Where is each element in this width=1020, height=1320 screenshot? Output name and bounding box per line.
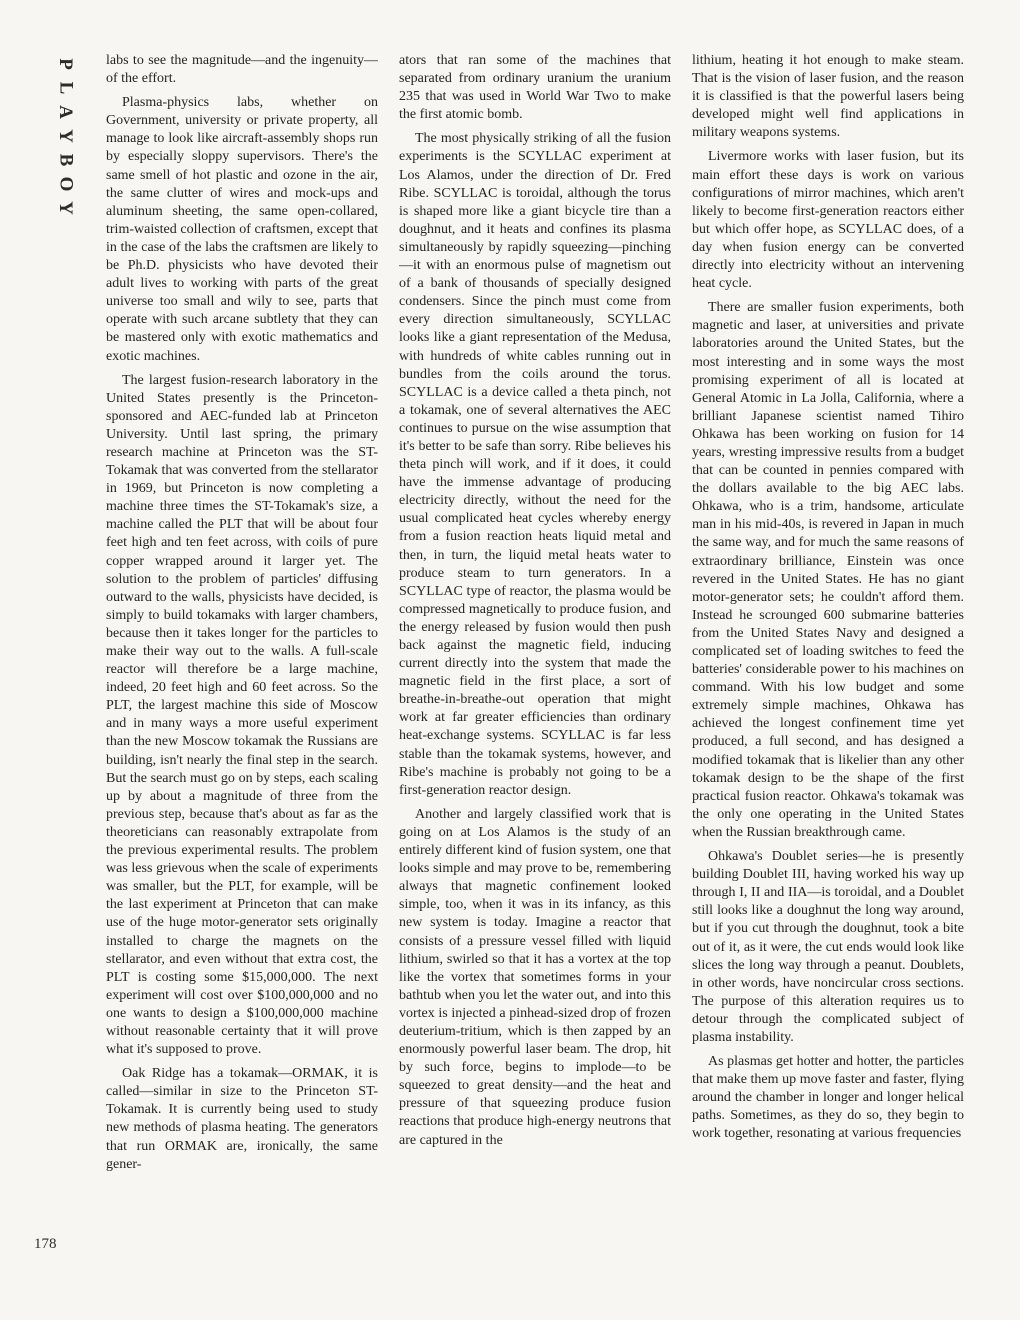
paragraph: Oak Ridge has a tokamak—ORMAK, it is called—similar in size to the Princeton ST-Tokamak. It is currently being used to study new methods of plasma heating. The generators that run ORMAK are, ironically, the same gener- xyxy=(106,1066,378,1172)
paragraph: The most physically striking of all the fusion experiments is the SCYLLAC experiment at Los Alamos, under the direction of Dr. Fred Ribe. SCYLLAC is toroidal, although the torus is shaped more like a giant bicycle tire than a doughnut, and it heats and confines its plasma simultaneously by rapidly squeezing—pinching—it with an enormous pulse of magnetism out of a bank of thousands of specially designed condensers. Since the pinch must come from every direction simultaneously, SCYLLAC looks like a giant representation of the Medusa, with hundreds of white cables running out in bundles from the coils around the torus. SCYLLAC is a device called a theta pinch, not a tokamak, one of several alternatives the AEC continues to pursue on the wise assumption that it's better to be safe than sorry. Ribe believes his theta pinch will work, and if it does, it could have the immense advantage of producing electricity directly, without the need for the usual complicated heat cycles whereby energy from a fusion reaction heats liquid metal and then, in turn, the liquid metal heats water to produce steam to turn generators. In a SCYLLAC type of reactor, the plasma would be compressed magnetically to produce fusion, and the energy released by fusion would then push back against the magnetic field, inducing current directly into the system that made the magnetic field in the first place, a sort of breathe-in-breathe-out operation that might work at far greater efficiencies than ordinary heat-exchange systems. SCYLLAC is far less stable than the tokamak systems, however, and Ribe's machine is probably not going to be a first-generation reactor design. xyxy=(399,131,671,798)
paragraph: Plasma-physics labs, whether on Government, university or private property, all manage to look like aircraft-assembly shops run by especially sloppy supervisors. There's the same smell of hot plastic and ozone in the air, the same clutter of wires and mock-ups and aluminum sheeting, the same open-collared, trim-waisted collection of craftsmen, except that in the case of the labs the craftsmen are likely to be Ph.D. physicists who have devoted their adult lives to working with parts of the great universe too small and wily to see, parts that operate with such arcane subtlety that they can be mastered only with exotic mathematics and exotic machines. xyxy=(106,95,378,364)
running-head-letter: A xyxy=(54,105,76,119)
running-head xyxy=(52,52,78,220)
paragraph: Ohkawa's Doublet series—he is presently building Doublet III, having worked his way up through I, II and IIA—is toroidal, and a Doublet still looks like a doughnut the long way around, but if you cut through the doughnut, took a bite out of it, as it were, the cut ends would look like slices the long way through a peanut. Doublets, in other words, have noncircular cross sections. The purpose of this alteration requires us to detour through the complicated subject of plasma instability. xyxy=(692,849,964,1045)
running-head-letter: P xyxy=(54,58,76,70)
paragraph: As plasmas get hotter and hotter, the particles that make them up move faster and faster, flying around the chamber in longer and longer helical paths. Sometimes, as they do so, they begin to work together, resonating at various frequencies xyxy=(692,1054,964,1142)
running-head-letter: Y xyxy=(54,201,76,215)
paragraph: There are smaller fusion experiments, both magnetic and laser, at universities and private laboratories around the United States, but the most interesting and in some ways the most promising experiment of all is located at General Atomic in La Jolla, California, where a brilliant Japanese scientist named Tihiro Ohkawa has been working on fusion for 14 years, wresting impressive results from a budget that can be counted in pennies compared with the dollars available to the big AEC labs. Ohkawa, who is a trim, handsome, articulate man in his mid-40s, is revered in Japan in much the same way, and for much the same reasons of extraordinary brilliance, Einstein was once revered in the United States. He has no giant motor-generator sets; he couldn't afford them. Instead he scrounged 600 submarine batteries from the United States Navy and designed a complicated set of loading switches to feed the batteries' considerable power to his machines on command. With his low budget and some extremely simple machines, Ohkawa has achieved the longest confinement time yet produced, a full second, and has designed a modified tokamak that is likelier than any other tokamak design to be the shape of the first practical fusion reactor. Ohkawa's tokamak was the only one operating in the United States when the Russian breakthrough came. xyxy=(692,300,964,840)
paragraph: Livermore works with laser fusion, but its main effort these days is work on various configurations of mirror machines, which aren't likely to become first-generation reactors either but which offer hope, as SCYLLAC does, of a day when fusion energy can be converted directly into electricity without an intervening heat cycle. xyxy=(692,149,964,292)
running-head-letter: Y xyxy=(54,129,76,143)
paragraph: ators that ran some of the machines that separated from ordinary uranium the uranium 235 that was used in World War Two to make the first atomic bomb. xyxy=(399,53,671,123)
paragraph: The largest fusion-research laboratory in the United States presently is the Princeton-sponsored and AEC-funded lab at Princeton University. Until last spring, the primary research machine at Princeton was the ST-Tokamak that was converted from the stellarator in 1969, but Princeton is now completing a machine three times the ST-Tokamak's size, a machine called the PLT that will be about four feet high and ten feet across, with coils of pure copper wrapped around it larger yet. The solution to the problem of particles' diffusing outward to the walls, physicists have decided, is simply to build tokamaks with larger chambers, because then it takes longer for the particles to make their way out to the walls. A full-scale reactor will therefore be a large machine, indeed, 20 feet high and 60 feet across. So the PLT, the largest machine this side of Moscow and in many ways a more useful experiment than the new Moscow tokamak the Russians are building, isn't nearly the final step in the search. But the search must go on by steps, each scaling up by about a magnitude of three from the previous step, because that's about as far as the theoreticians can reasonably extrapolate from the previous experimental results. The problem was less grievous when the scale of experiments was smaller, but the PLT, for example, will be the last experiment at Princeton that can make use of the huge motor-generator sets originally installed to charge the magnets on the stellarator, and even without that extra cost, the PLT is costing some $15,000,000. The next experiment will cost over $100,000,000 and no one wants to design a $100,000,000 machine without reasonable certainty that it will prove what it's supposed to prove. xyxy=(106,372,378,1058)
text-column-1 xyxy=(106,52,378,1266)
paragraph: labs to see the magnitude—and the ingenuity—of the effort. xyxy=(106,53,378,87)
paragraph: Another and largely classified work that is going on at Los Alamos is the study of an entirely different kind of fusion system, one that looks simple and may prove to be, remembering always that magnetic confinement looked simple, too, when it was in its infancy, as this new system is today. Imagine a reactor that consists of a pressure vessel filled with liquid lithium, swirled so that it has a vortex at the top like the vortex that sometimes forms in your bathtub when you let the water out, and into this vortex is injected a pinhead-sized drop of frozen deuterium-tritium, which is then zapped by an enormously powerful laser beam. The drop, hit by such force, begins to implode—to be squeezed to great density—and the heat and pressure of that squeezing produce fusion reactions that produce high-energy neutrons that are captured in the xyxy=(399,806,671,1148)
running-head-letter: O xyxy=(55,176,76,192)
running-head-letter: B xyxy=(55,153,76,167)
paragraph: lithium, heating it hot enough to make steam. That is the vision of laser fusion, and the reason it is classified is that the powerful lasers being developed might well find applications in military weapons systems. xyxy=(692,53,964,141)
text-column-3 xyxy=(692,52,964,1266)
running-head-letter: L xyxy=(55,81,76,95)
text-column-2 xyxy=(399,52,671,1266)
page-number: 178 xyxy=(34,1236,57,1252)
